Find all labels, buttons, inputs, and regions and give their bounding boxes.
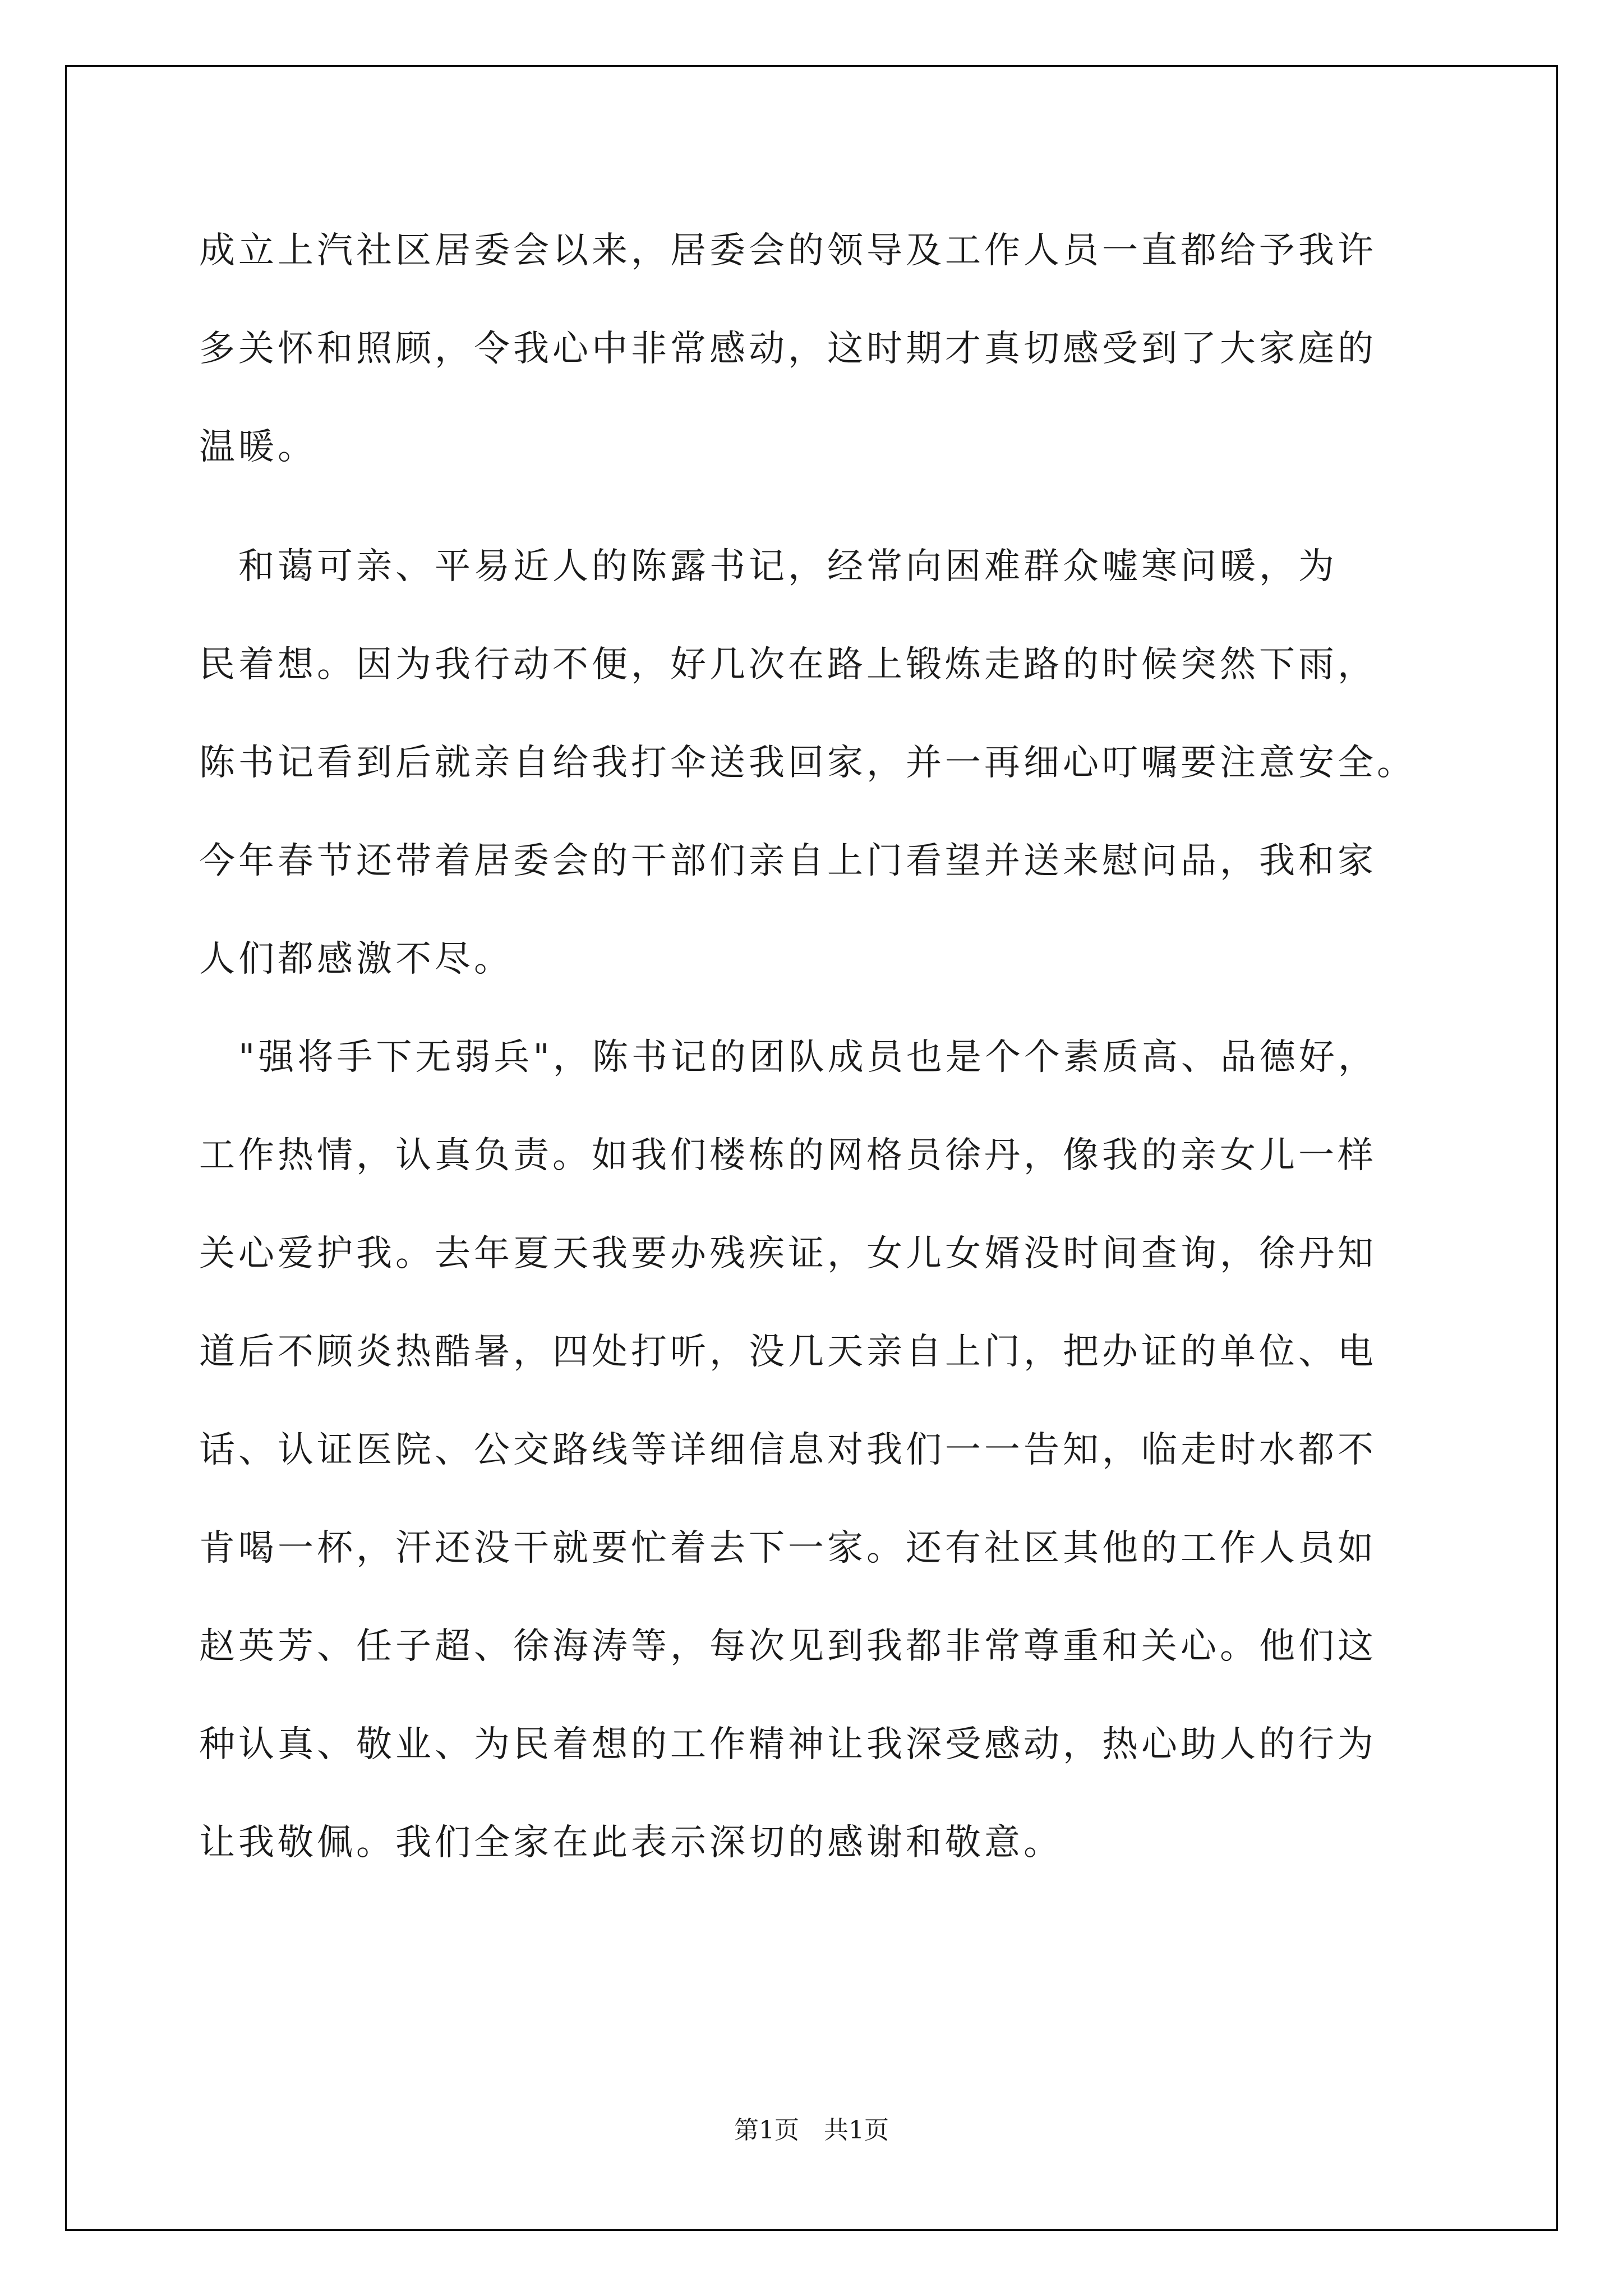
- paragraph-3-line-9: 让我敬佩。我们全家在此表示深切的感谢和敬意。: [199, 1822, 1063, 1864]
- paragraph-2-line-2: 民着想。因为我行动不便，好几次在路上锻炼走路的时候突然下雨，: [199, 644, 1377, 685]
- paragraph-1-line-1: 成立上汽社区居委会以来，居委会的领导及工作人员一直都给予我许: [199, 230, 1377, 272]
- paragraph-3-line-6: 肯喝一杯，汗还没干就要忙着去下一家。还有社区其他的工作人员如: [199, 1527, 1377, 1569]
- paragraph-3-line-2: 工作热情，认真负责。如我们楼栋的网格员徐丹，像我的亲女儿一样: [199, 1135, 1377, 1176]
- paragraph-2-line-3: 陈书记看到后就亲自给我打伞送我回家，并一再细心叮嘱要注意安全。: [199, 742, 1416, 784]
- paragraph-3-line-1: "强将手下无弱兵"，陈书记的团队成员也是个个素质高、品德好，: [199, 1037, 1377, 1078]
- paragraph-1-line-3: 温暖。: [199, 426, 317, 468]
- paragraph-3-line-7: 赵英芳、任子超、徐海涛等，每次见到我都非常尊重和关心。他们这: [199, 1626, 1377, 1667]
- paragraph-3-line-3: 关心爱护我。去年夏天我要办残疾证，女儿女婿没时间查询，徐丹知: [199, 1233, 1377, 1274]
- paragraph-3-line-5: 话、认证医院、公交路线等详细信息对我们一一告知，临走时水都不: [199, 1429, 1377, 1471]
- page-number-footer: 第1页 共1页: [734, 2116, 889, 2145]
- paragraph-2-line-4: 今年春节还带着居委会的干部们亲自上门看望并送来慰问品，我和家: [199, 840, 1377, 882]
- paragraph-3-line-8: 种认真、敬业、为民着想的工作精神让我深受感动，热心助人的行为: [199, 1724, 1377, 1765]
- paragraph-1-line-2: 多关怀和照顾，令我心中非常感动，这时期才真切感受到了大家庭的: [199, 328, 1377, 370]
- paragraph-2-line-1: 和蔼可亲、平易近人的陈露书记，经常向困难群众嘘寒问暖，为: [199, 546, 1338, 587]
- paragraph-3-line-4: 道后不顾炎热酷暑，四处打听，没几天亲自上门，把办证的单位、电: [199, 1331, 1377, 1373]
- paragraph-2-line-5: 人们都感激不尽。: [199, 938, 513, 980]
